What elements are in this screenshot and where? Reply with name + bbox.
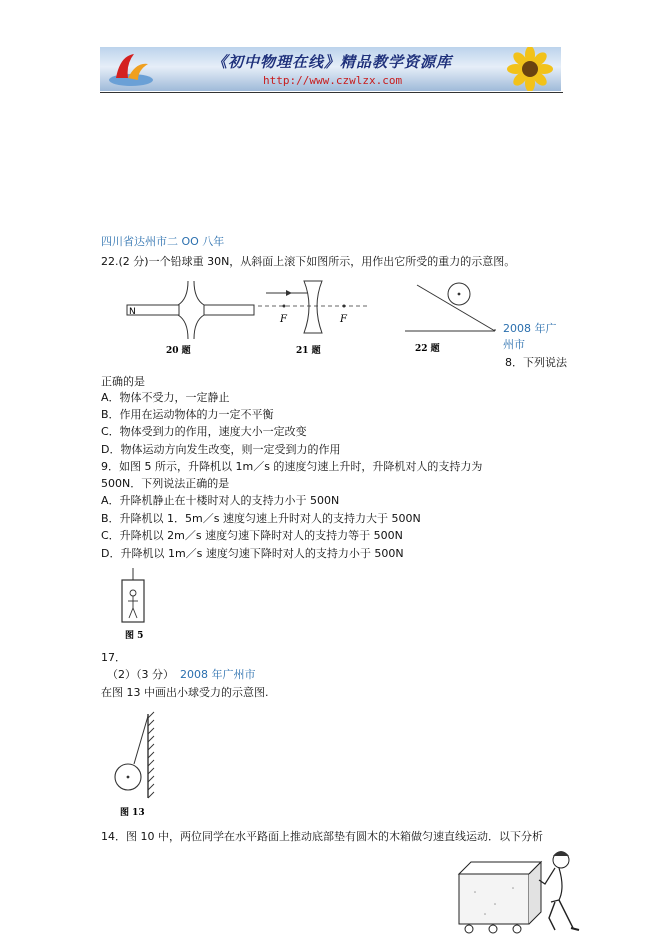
section-title: 四川省达州市二 OO 八年: [101, 235, 225, 248]
figure-21-lens: [256, 279, 371, 359]
sunflower-icon: [500, 47, 561, 91]
figure-22-incline: [403, 277, 503, 357]
question-17-number: 17．: [101, 651, 126, 664]
header-banner: [100, 47, 561, 91]
side-note-line3: 8．下列说法: [505, 356, 567, 369]
question-9-option-d: D．升降机以 1m／s 速度匀速下降时对人的支持力小于 500N: [101, 547, 404, 560]
question-8-option-d: D．物体运动方向发生改变，则一定受到力的作用: [101, 443, 341, 456]
figure-22-label: 22 题: [415, 344, 440, 354]
focus-left-label: F: [280, 314, 287, 325]
question-17-source: 2008 年广州市: [180, 668, 256, 681]
question-22: 22.(2 分)一个铅球重 30N，从斜面上滚下如图所示，用作出它所受的重力的示意图。: [101, 255, 516, 268]
figure-5-elevator: [118, 568, 158, 644]
logo-icon: [106, 50, 156, 88]
question-9-stem-1: 9．如图 5 所示，升降机以 1m／s 的速度匀速上升时，升降机对人的支持力为: [101, 460, 483, 473]
figure-5-label: 图 5: [125, 631, 144, 641]
figure-21-label: 21 题: [296, 346, 321, 356]
side-note-line2: 州市: [503, 338, 525, 351]
figure-10-pushing-box: [455, 848, 585, 935]
question-9-stem-2: 500N．下列说法正确的是: [101, 477, 230, 490]
question-8-option-c: C．物体受到力的作用，速度大小一定改变: [101, 425, 307, 438]
question-9-option-b: B．升降机以 1．5m／s 速度匀速上升时对人的支持力大于 500N: [101, 512, 421, 525]
question-8-option-a: A．物体不受力，一定静止: [101, 391, 230, 404]
figure-20-label: 20 题: [166, 346, 191, 356]
magnet-n-label: N: [129, 307, 136, 317]
side-note-line1: 2008 年广: [503, 322, 557, 335]
question-17-sub: （2）（3 分）: [107, 668, 174, 681]
figure-20-magnets: [126, 279, 256, 359]
banner-url[interactable]: http://www.czwlzx.com: [263, 74, 403, 87]
question-14: 14．图 10 中，两位同学在水平路面上推动底部垫有圆木的木箱做匀速直线运动．以下分析: [101, 830, 543, 843]
banner-title: 《初中物理在线》精品教学资源库: [212, 53, 453, 71]
question-8-stem: 正确的是: [101, 375, 145, 388]
focus-right-label: F: [340, 314, 347, 325]
question-9-option-a: A．升降机静止在十楼时对人的支持力小于 500N: [101, 494, 340, 507]
question-17-text: 在图 13 中画出小球受力的示意图.: [101, 686, 269, 699]
figure-13-ball: [108, 706, 168, 822]
question-8-option-b: B．作用在运动物体的力一定不平衡: [101, 408, 274, 421]
header-rule: [100, 92, 563, 93]
figure-13-label: 图 13: [120, 808, 145, 818]
question-9-option-c: C．升降机以 2m／s 速度匀速下降时对人的支持力等于 500N: [101, 529, 403, 542]
